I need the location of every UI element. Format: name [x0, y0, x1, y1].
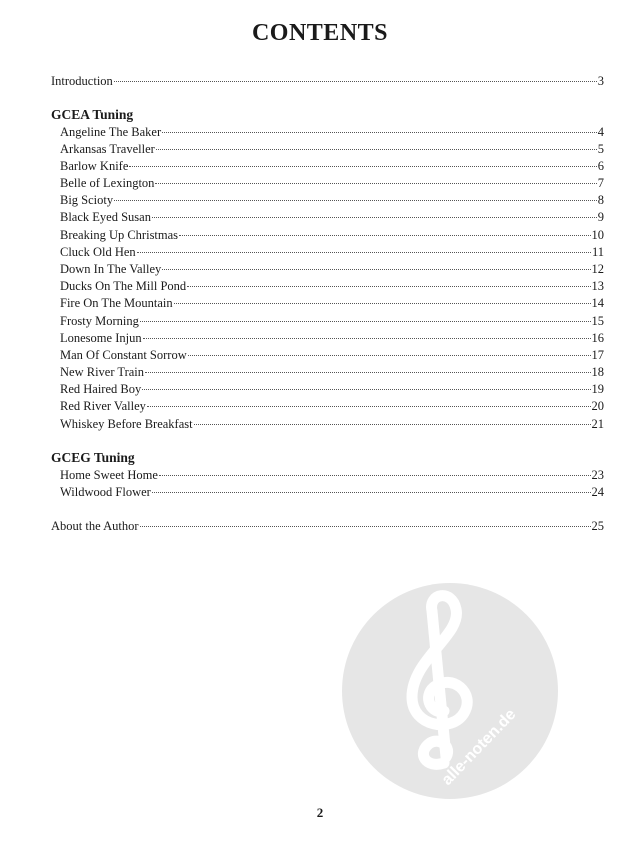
dot-leader [179, 235, 590, 236]
toc-entry[interactable] [60, 348, 604, 362]
toc-entry-about-author[interactable] [51, 519, 604, 533]
toc-entry[interactable] [60, 417, 604, 431]
toc-entry-title: Whiskey Before Breakfast [60, 417, 193, 431]
toc-entry-page: 25 [591, 519, 604, 533]
toc-entry[interactable] [60, 142, 604, 156]
toc-entry[interactable] [60, 399, 604, 413]
toc-entry[interactable] [60, 485, 604, 499]
toc-entry-title: Red Haired Boy [60, 382, 142, 396]
dot-leader [159, 475, 591, 476]
toc-entry-title: Home Sweet Home [60, 468, 158, 482]
dot-leader [162, 132, 597, 133]
toc-entry[interactable] [60, 176, 604, 190]
toc-entry-title: Angeline The Baker [60, 125, 162, 139]
toc-entry[interactable] [60, 125, 604, 139]
svg-text:alle-noten.de: alle-noten.de [438, 705, 520, 789]
toc-entry-title: About the Author [51, 519, 139, 533]
toc-entry-page: 5 [597, 142, 604, 156]
dot-leader [155, 183, 596, 184]
toc-entry-title: Belle of Lexington [60, 176, 155, 190]
toc-entry-page: 17 [591, 348, 604, 362]
toc-entry-page: 7 [597, 176, 604, 190]
toc-entry-page: 3 [597, 74, 604, 88]
toc-entry-page: 13 [591, 279, 604, 293]
dot-leader [188, 355, 591, 356]
toc-entry[interactable] [60, 365, 604, 379]
toc-entry-page: 21 [591, 417, 604, 431]
dot-leader [152, 217, 597, 218]
toc-entry[interactable] [60, 193, 604, 207]
toc-entry-title: Ducks On The Mill Pond [60, 279, 187, 293]
toc-entry[interactable] [60, 314, 604, 328]
toc-entry[interactable] [60, 279, 604, 293]
dot-leader [152, 492, 591, 493]
dot-leader [142, 389, 590, 390]
toc-entry[interactable] [60, 468, 604, 482]
toc-entry-page: 20 [591, 399, 604, 413]
toc-entry[interactable] [60, 159, 604, 173]
dot-leader [147, 406, 591, 407]
toc-entry-page: 11 [591, 245, 604, 259]
toc-entry-page: 23 [591, 468, 604, 482]
toc-entry-page: 10 [591, 228, 604, 242]
dot-leader [145, 372, 590, 373]
toc-entry-title: Down In The Valley [60, 262, 162, 276]
toc-entry-title: Barlow Knife [60, 159, 129, 173]
toc-entry-page: 12 [591, 262, 604, 276]
toc-entry-title: Man Of Constant Sorrow [60, 348, 187, 362]
toc-entry-title: Frosty Morning [60, 314, 139, 328]
toc-entry-page: 19 [591, 382, 604, 396]
toc-entry-page: 9 [597, 210, 604, 224]
toc-entry-page: 4 [597, 125, 604, 139]
watermark-logo [340, 581, 560, 801]
toc-entry-title: Breaking Up Christmas [60, 228, 179, 242]
toc-entry[interactable] [60, 262, 604, 276]
dot-leader [174, 303, 591, 304]
toc-entry-title: Big Scioty [60, 193, 114, 207]
dot-leader [194, 424, 591, 425]
section-heading-gceg: GCEG Tuning [51, 450, 135, 465]
toc-entry[interactable] [60, 228, 604, 242]
toc-entry-title: Fire On The Mountain [60, 296, 173, 310]
toc-entry-title: Wildwood Flower [60, 485, 151, 499]
toc-entry-title: New River Train [60, 365, 145, 379]
toc-entry[interactable] [60, 296, 604, 310]
dot-leader [187, 286, 590, 287]
toc-entry[interactable] [60, 382, 604, 396]
toc-entry-page: 24 [591, 485, 604, 499]
dot-leader [156, 149, 597, 150]
toc-entry-title: Introduction [51, 74, 113, 88]
toc-entry-page: 18 [591, 365, 604, 379]
toc-entry-title: Black Eyed Susan [60, 210, 151, 224]
toc-entry-page: 15 [591, 314, 604, 328]
toc-entry-title: Red River Valley [60, 399, 146, 413]
dot-leader [129, 166, 596, 167]
toc-entry[interactable] [60, 245, 604, 259]
dot-leader [140, 321, 591, 322]
toc-entry-introduction[interactable] [51, 74, 604, 88]
toc-entry-title: Lonesome Injun [60, 331, 142, 345]
dot-leader [137, 252, 591, 253]
dot-leader [162, 269, 590, 270]
toc-entry-page: 6 [597, 159, 604, 173]
dot-leader [143, 338, 591, 339]
page-title: CONTENTS [251, 20, 389, 46]
toc-entry-title: Cluck Old Hen [60, 245, 136, 259]
toc-entry-page: 14 [591, 296, 604, 310]
toc-entry-page: 16 [591, 331, 604, 345]
dot-leader [114, 200, 597, 201]
dot-leader [140, 526, 591, 527]
toc-entry[interactable] [60, 331, 604, 345]
toc-entry[interactable] [60, 210, 604, 224]
toc-entry-title: Arkansas Traveller [60, 142, 155, 156]
toc-entry-page: 8 [597, 193, 604, 207]
section-heading-gcea: GCEA Tuning [51, 107, 134, 122]
dot-leader [114, 81, 597, 82]
page-number: 2 [316, 805, 324, 820]
